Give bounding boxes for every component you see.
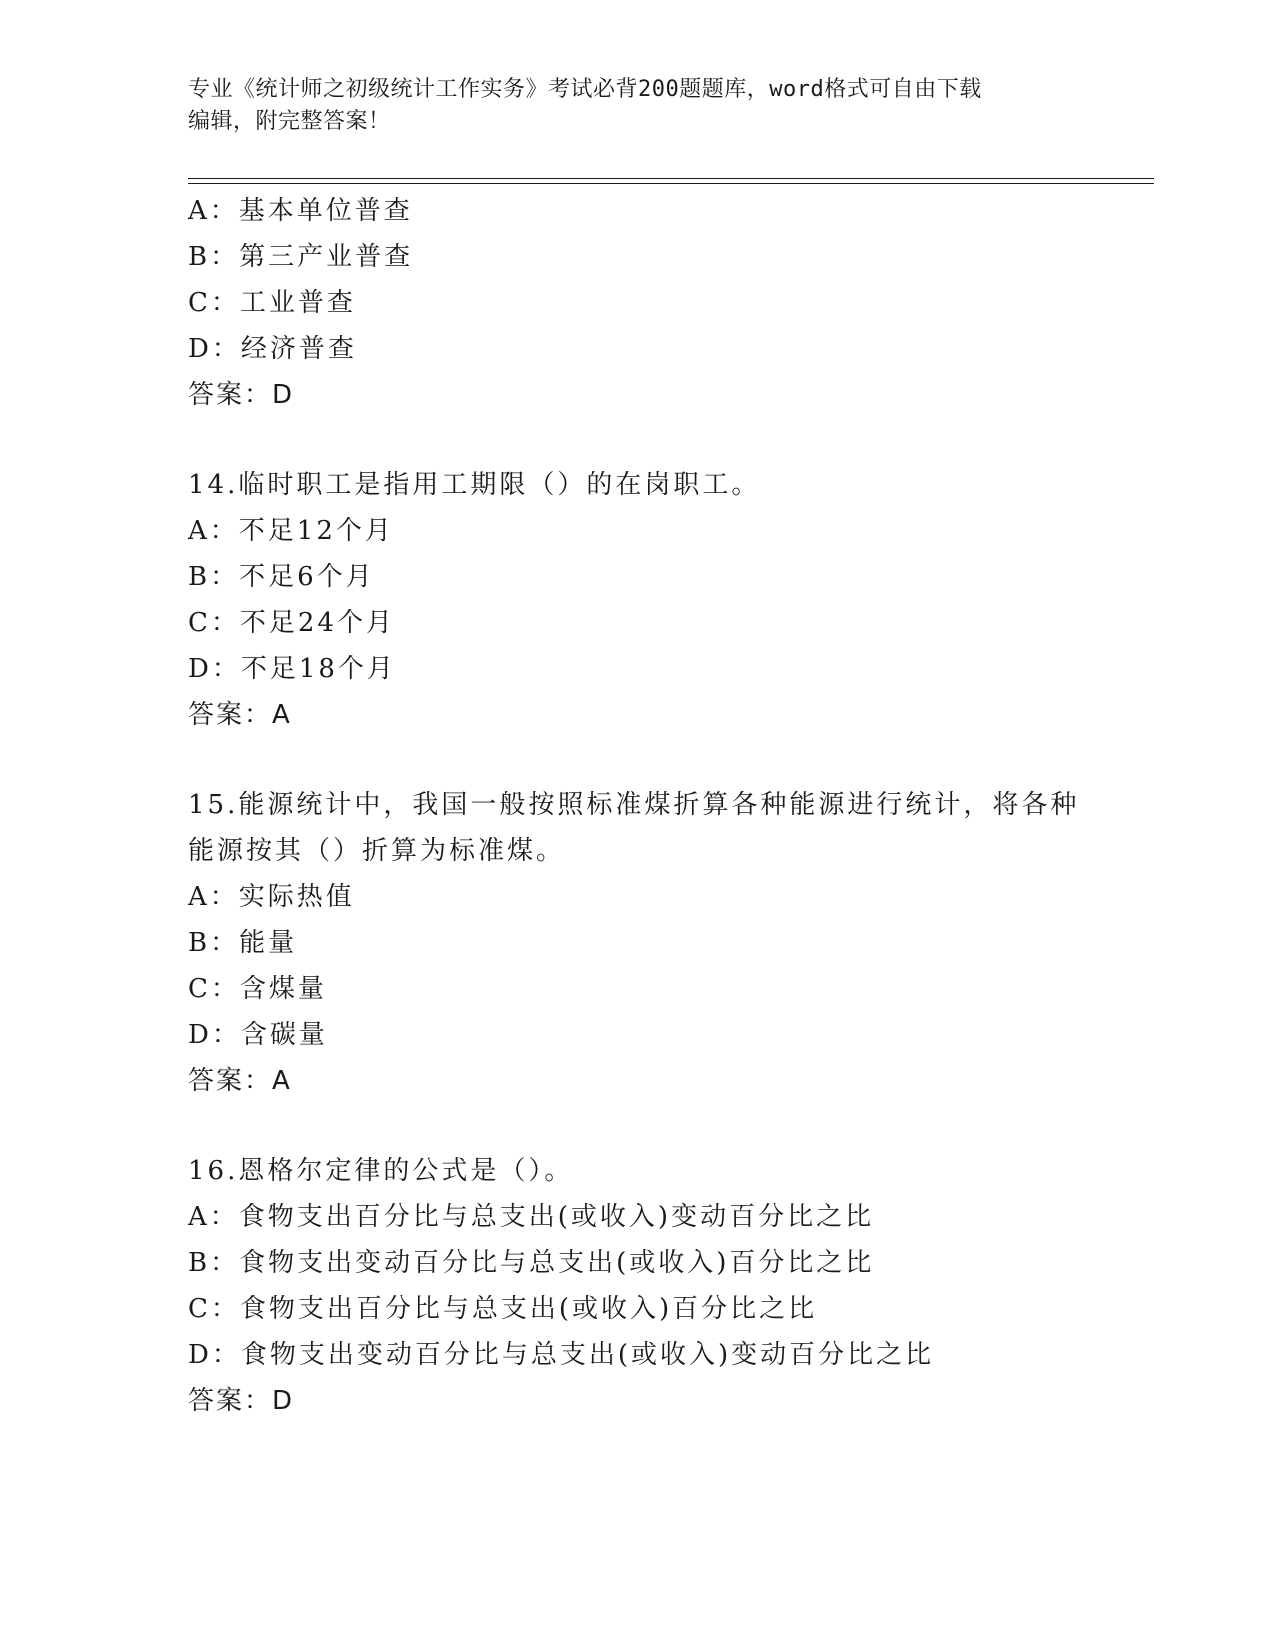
document-header — [188, 74, 1068, 138]
option-a: A：实际热值 — [188, 882, 355, 912]
answer-line: 答案：A — [188, 1066, 292, 1096]
option-b: B：能量 — [188, 928, 298, 958]
option-d: D：经济普查 — [188, 334, 357, 364]
option-a: A：食物支出百分比与总支出(或收入)变动百分比之比 — [188, 1202, 875, 1232]
option-a: A：基本单位普查 — [188, 196, 413, 226]
option-c: C：工业普查 — [188, 288, 356, 318]
question-block-15 — [188, 782, 1148, 1104]
question-block-14 — [188, 462, 1148, 738]
option-b: B：第三产业普查 — [188, 242, 414, 272]
option-c: C：不足24个月 — [188, 608, 395, 638]
option-d: D：含碳量 — [188, 1020, 328, 1050]
question-block-13 — [188, 188, 1148, 418]
question-text: 16.恩格尔定律的公式是（）。 — [188, 1156, 574, 1186]
answer-line: 答案：D — [188, 1386, 295, 1416]
option-a: A：不足12个月 — [188, 516, 394, 546]
option-c: C：食物支出百分比与总支出(或收入)百分比之比 — [188, 1294, 818, 1324]
question-list — [188, 188, 1148, 1424]
header-line-2: 编辑，附完整答案！ — [188, 109, 391, 134]
question-block-16 — [188, 1148, 1148, 1424]
option-b: B：不足6个月 — [188, 562, 375, 592]
question-text: 14.临时职工是指用工期限（）的在岗职工。 — [188, 470, 761, 500]
header-line-1: 专业《统计师之初级统计工作实务》考试必背200题题库，word格式可自由下载 — [188, 77, 982, 102]
header-divider-bottom — [188, 183, 1154, 184]
question-text: 15.能源统计中，我国一般按照标准煤折算各种能源进行统计，将各种 — [188, 790, 1080, 820]
option-d: D：食物支出变动百分比与总支出(或收入)变动百分比之比 — [188, 1340, 935, 1370]
answer-line: 答案：A — [188, 700, 292, 730]
option-c: C：含煤量 — [188, 974, 327, 1004]
header-divider-top — [188, 178, 1154, 179]
option-b: B：食物支出变动百分比与总支出(或收入)百分比之比 — [188, 1248, 875, 1278]
question-text-continued: 能源按其（）折算为标准煤。 — [188, 836, 566, 866]
option-d: D：不足18个月 — [188, 654, 396, 684]
answer-line: 答案：D — [188, 380, 295, 410]
